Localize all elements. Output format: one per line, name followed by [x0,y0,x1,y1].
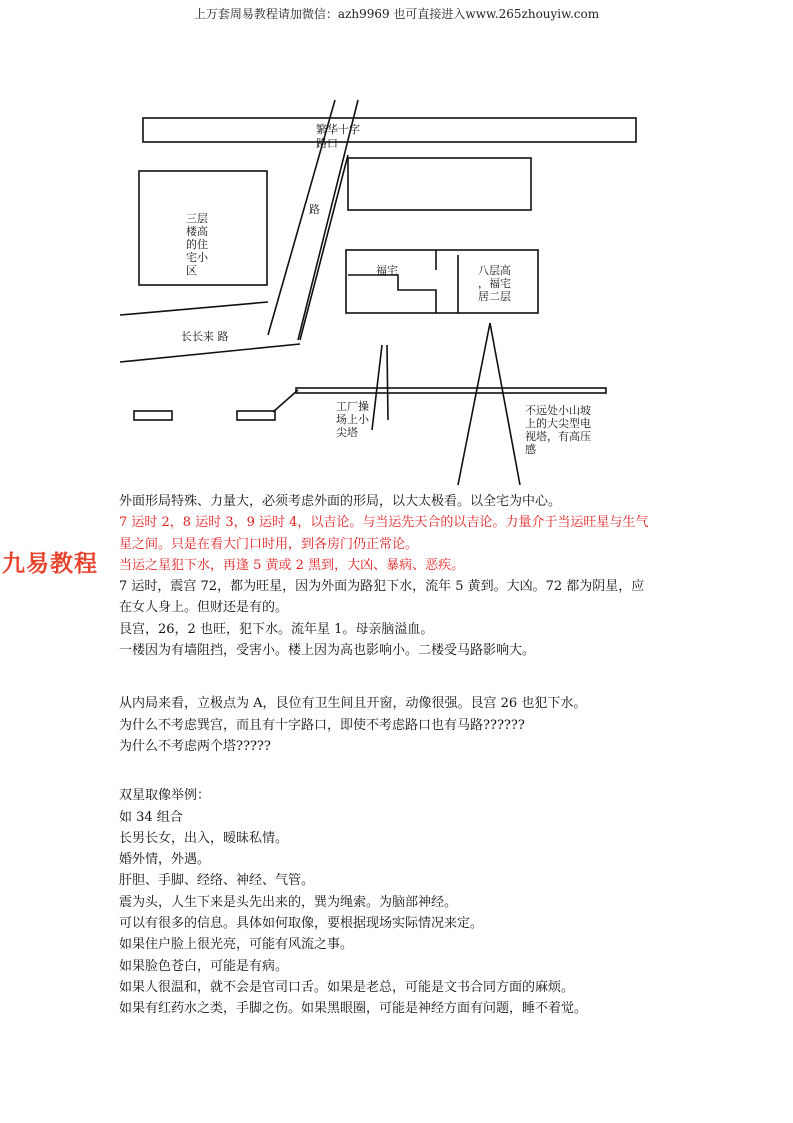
factory-path [273,390,298,412]
site-layout-diagram [0,0,793,500]
svg-text:居二层: 居二层 [478,290,511,303]
paragraph: 从内局来看，立极点为 A，艮位有卫生间且开窗，动像很强。艮宫 26 也犯下水。 [119,696,587,712]
paragraph: 如果住户脸上很光亮，可能有风流之事。 [119,937,354,953]
fuzhai-wall-1 [348,275,436,313]
paragraph: 一楼因为有墙阻挡，受害小。楼上因为高也影响小。二楼受马路影响大。 [119,643,536,659]
paragraph: 婚外情，外遇。 [119,852,211,868]
paragraph: 为什么不考虑两个塔????? [119,738,271,754]
road-edge-inner [300,155,348,340]
paragraph: 如果人很温和，就不会是官司口舌。如果是老总，可能是文书合同方面的麻烦。 [119,979,575,995]
road-edge-right [298,100,358,340]
label-hill-tower [525,403,591,456]
building-top-right [348,158,531,210]
small-block-1 [134,411,172,420]
paragraph-highlight: 当运之星犯下水，再逢 5 黄或 2 黑到，大凶、暴病、恶疾。 [119,557,465,573]
svg-text:，福宅: ，福宅 [478,277,511,290]
svg-text:区: 区 [186,264,197,277]
paragraph-highlight: 星之间。只是在看大门口时用，到各房门仍正常论。 [119,536,419,552]
paragraph: 外面形局特殊、力量大，必须考虑外面的形局，以大太极看。以全宅为中心。 [119,494,562,509]
svg-text:三层: 三层 [186,212,208,225]
svg-text:工厂操: 工厂操 [336,400,369,413]
factory-tower-right [387,345,388,420]
tv-tower-left [458,323,490,485]
top-road [143,118,636,142]
paragraph: 肝胆、手脚、经络、神经、气管。 [119,873,315,889]
svg-text:宅小: 宅小 [186,251,208,264]
railway [296,388,606,393]
section-heading: 双星取像举例： [119,788,211,804]
svg-text:上的大尖型电: 上的大尖型电 [525,417,591,430]
label-road: 路 [309,203,320,216]
svg-text:视塔，有高压: 视塔，有高压 [525,430,591,443]
brand-watermark: 九易教程 [2,551,98,577]
page-header: 上万套周易教程请加微信：azh9969 也可直接进入www.265zhouyiw.com [193,7,600,21]
label-changlai-road: 长长来 路 [181,330,229,343]
paragraph-highlight: 7 运时 2，8 运时 3，9 运时 4，以吉论。与当运先天合的以吉论。力量介于当运旺星与生气 [119,515,649,531]
svg-text:八层高: 八层高 [478,264,511,277]
svg-text:尖塔: 尖塔 [336,426,358,439]
paragraph: 长男长女，出入，暧昧私情。 [119,830,289,846]
svg-text:不远处小山坡: 不远处小山坡 [525,404,591,417]
label-building-right [478,263,511,303]
paragraph: 如 34 组合 [119,809,183,825]
changlai-road-top [120,302,268,315]
svg-text:感: 感 [525,443,536,456]
paragraph: 如果脸色苍白，可能是有病。 [119,958,289,974]
label-building-left [186,212,209,277]
tv-tower-right [490,323,520,485]
paragraph: 7 运时，震宫 72，都为旺星，因为外面为路犯下水，流年 5 黄到。大凶。72 都为阴星，应 [119,579,645,595]
paragraph: 如果有红药水之类，手脚之伤。如果黑眼圈，可能是神经方面有问题，睡不着觉。 [119,1001,588,1017]
paragraph: 为什么不考虑巽宫，而且有十字路口，即使不考虑路口也有马路?????? [119,717,525,733]
paragraph: 艮宫，26，2 也旺，犯下水。流年星 1。母亲脑溢血。 [119,621,434,637]
changlai-road-bottom [120,344,300,362]
paragraph: 在女人身上。但财还是有的。 [119,600,289,616]
svg-text:的住: 的住 [186,238,208,251]
paragraph: 震为头，人生下来是头先出来的，巽为绳索。为脑部神经。 [119,894,458,910]
small-block-2 [237,411,275,420]
label-crossroad-1: 繁华十字 [316,123,360,136]
article-body [119,491,679,1020]
paragraph: 可以有很多的信息。具体如何取像，要根据现场实际情况来定。 [119,916,484,932]
label-crossroad-2: 路口 [316,137,338,150]
label-fuzhai: 福宅 [376,264,398,277]
svg-text:场上小: 场上小 [336,413,369,426]
label-factory-tower [336,399,370,439]
svg-text:楼高: 楼高 [186,225,208,238]
